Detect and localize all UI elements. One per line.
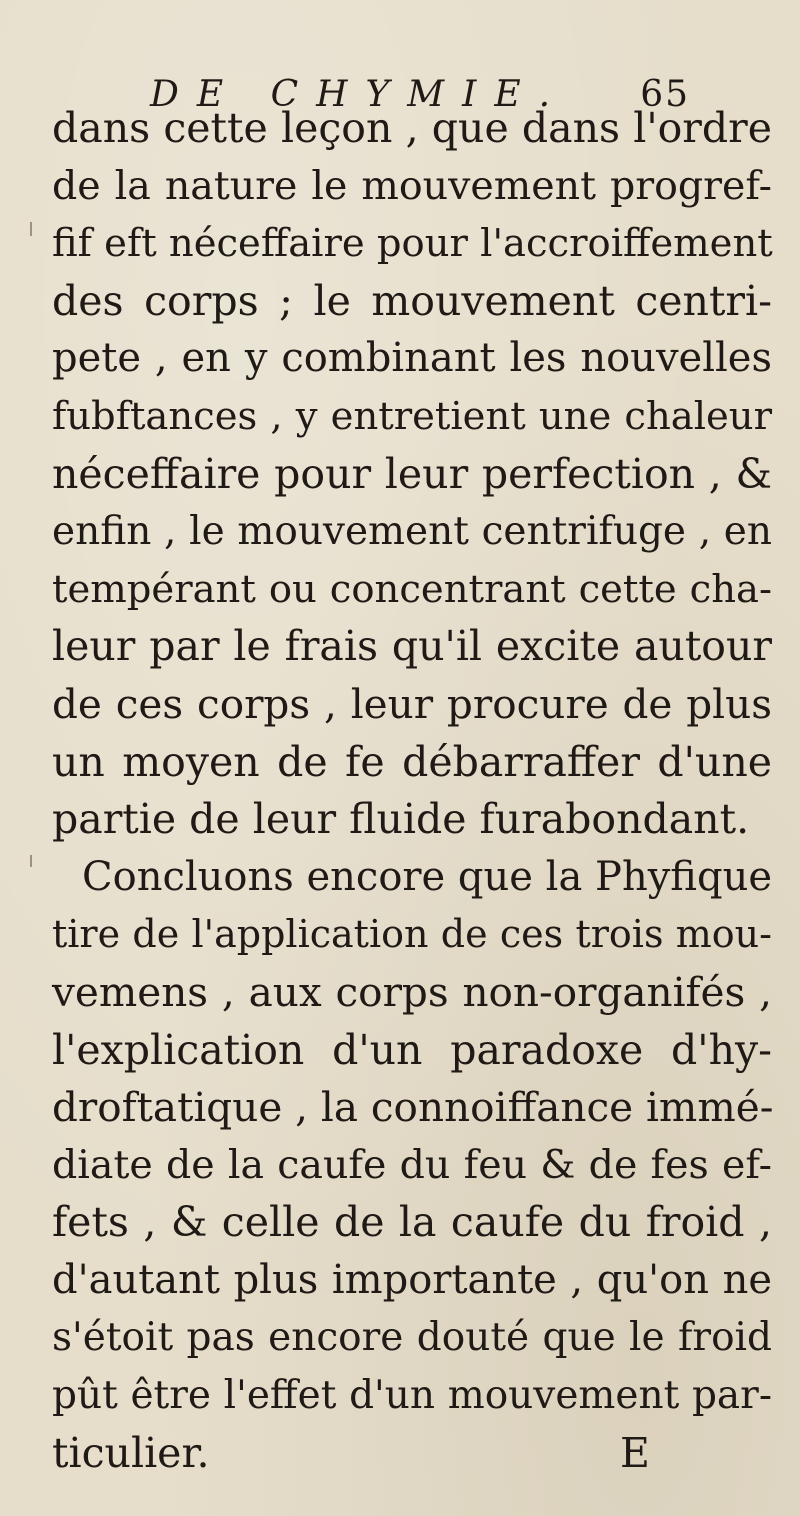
text-line: diate de la caufe du feu & de fes ef- — [52, 1141, 772, 1188]
text-line: droftatique , la connoiffance immé- — [52, 1083, 774, 1132]
text-line: enfin , le mouvement centrifuge , en — [52, 509, 772, 555]
text-line: Concluons encore que la Phyfique — [82, 853, 773, 900]
text-line: fif eft néceffaire pour l'accroiffement — [52, 221, 773, 267]
text-line: ticulier. — [52, 1428, 210, 1477]
text-line: pete , en y combinant les nouvelles — [52, 335, 772, 382]
text-line: dans cette leçon , que dans l'ordre — [52, 104, 772, 152]
text-line: leur par le frais qu'il excite autour — [52, 622, 772, 671]
text-line: l'explication d'un paradoxe d'hy- — [52, 1025, 772, 1074]
text-line: de la nature le mouvement progref- — [52, 162, 772, 209]
margin-mark — [30, 222, 32, 236]
text-line: un moyen de fe débarraffer d'une — [52, 737, 772, 786]
text-line: partie de leur fluide furabondant. — [52, 795, 750, 844]
text-line: d'autant plus importante , qu'on ne — [52, 1256, 772, 1303]
text-line: s'étoit pas encore douté que le froid — [52, 1315, 772, 1361]
text-line-final — [52, 1425, 772, 1483]
text-line: tempérant ou concentrant cette cha- — [52, 566, 772, 612]
text-line: fets , & celle de la caufe du froid , — [52, 1198, 772, 1247]
signature-mark: E — [620, 1428, 650, 1477]
page-number: 65 — [640, 74, 690, 115]
text-line: pût être l'effet d'un mouvement par- — [52, 1373, 772, 1419]
body-text — [52, 100, 772, 1482]
text-line: néceffaire pour leur perfection , & — [52, 449, 772, 498]
running-title: DE CHYMIE. — [150, 74, 569, 115]
text-line: de ces corps , leur procure de plus — [52, 679, 772, 728]
text-line: fubftances , y entretient une chaleur — [52, 393, 772, 439]
text-line: des corps ; le mouvement centri- — [52, 276, 772, 325]
text-line: tire de l'application de ces trois mou- — [52, 912, 772, 957]
margin-mark — [30, 855, 32, 867]
text-line: vemens , aux corps non-organifés , — [52, 967, 772, 1016]
